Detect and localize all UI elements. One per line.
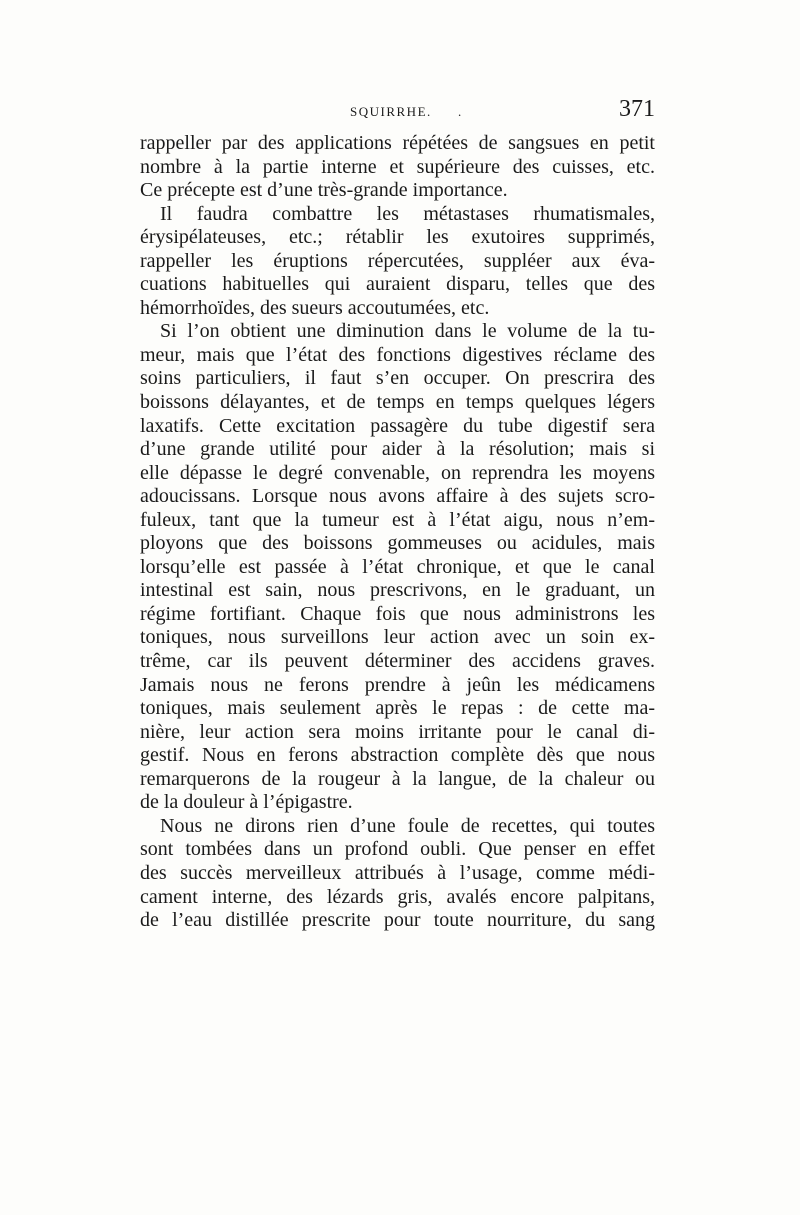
text-line: Si l’on obtient une diminution dans le volume de la tu- xyxy=(160,320,655,343)
text-line: toniques, nous surveillons leur action avec un soin ex- xyxy=(140,626,655,649)
text-line: rappeller par des applications répétées de sangsues en petit xyxy=(140,132,655,154)
text-line: d’une grande utilité pour aider à la résolution; mais si xyxy=(140,438,655,461)
text-line: des succès merveilleux attribués à l’usage, comme médi- xyxy=(140,861,655,884)
text-line: régime fortifiant. Chaque fois que nous administrons les xyxy=(140,602,655,625)
text-line: de l’eau distillée prescrite pour toute nourriture, du sang xyxy=(140,909,655,932)
text-line: intestinal est sain, nous prescrivons, en le graduant, un xyxy=(140,579,655,602)
running-mark: . xyxy=(458,104,462,119)
text-line: adoucissans. Lorsque nous avons affaire à des sujets scro- xyxy=(140,485,655,508)
text-line: nière, leur action sera moins irritante pour le canal di- xyxy=(140,720,655,743)
text-line: cament interne, des lézards gris, avalés encore palpitans, xyxy=(140,885,655,908)
running-title: SQUIRRHE. xyxy=(350,104,432,119)
text-line: soins particuliers, il faut s’en occuper. On prescrira des xyxy=(140,367,655,390)
page-number: 371 xyxy=(619,96,655,122)
text-line: nombre à la partie interne et supérieure des cuisses, etc. xyxy=(140,155,655,178)
text-line: elle dépasse le degré convenable, on reprendra les moyens xyxy=(140,461,655,484)
text-line: ployons que des boissons gommeuses ou acidules, mais xyxy=(140,532,655,555)
running-head xyxy=(140,96,655,126)
text-line: érysipélateuses, etc.; rétablir les exutoires supprimés, xyxy=(140,226,655,249)
text-line: Il faudra combattre les métastases rhumatismales, xyxy=(160,202,655,225)
text-line: Jamais nous ne ferons prendre à jeûn les médicamens xyxy=(140,673,655,696)
text-line: Ce précepte est d’une très-grande importance. xyxy=(140,179,508,202)
text-line: laxatifs. Cette excitation passagère du tube digestif sera xyxy=(140,414,655,437)
text-line: gestif. Nous en ferons abstraction complète dès que nous xyxy=(140,744,655,767)
text-line: toniques, mais seulement après le repas : de cette ma- xyxy=(140,697,655,720)
text-line: hémorrhoïdes, des sueurs accoutumées, etc. xyxy=(140,296,490,319)
text-line: Nous ne dirons rien d’une foule de recettes, qui toutes xyxy=(160,814,655,837)
text-line: boissons délayantes, et de temps en temps quelques légers xyxy=(140,391,655,414)
text-line: de la douleur à l’épigastre. xyxy=(140,791,353,814)
text-line: fuleux, tant que la tumeur est à l’état aigu, nous n’em- xyxy=(140,508,655,531)
text-line: sont tombées dans un profond oubli. Que penser en effet xyxy=(140,838,655,861)
text-line: trême, car ils peuvent déterminer des accidens graves. xyxy=(140,650,655,673)
text-line: rappeller les éruptions répercutées, suppléer aux éva- xyxy=(140,249,655,272)
text-line: lorsqu’elle est passée à l’état chronique, et que le canal xyxy=(140,555,655,578)
text-line: cuations habituelles qui auraient disparu, telles que des xyxy=(140,273,655,296)
text-line: remarquerons de la rougeur à la langue, de la chaleur ou xyxy=(140,767,655,790)
body-text xyxy=(140,132,655,933)
text-line: meur, mais que l’état des fonctions digestives réclame des xyxy=(140,343,655,366)
